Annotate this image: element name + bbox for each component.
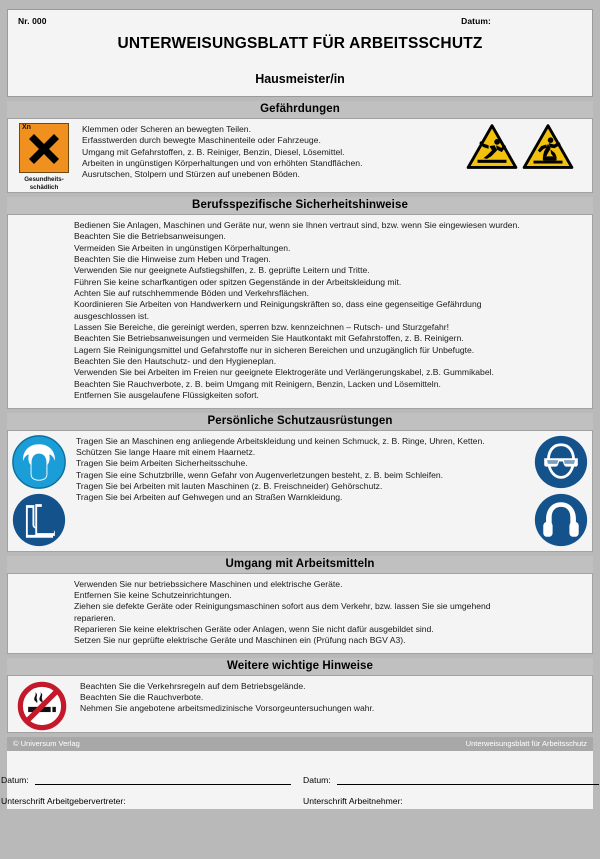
unterweisungsblatt-page [0, 9, 600, 859]
list-item: Ausrutschen, Stolpern und Stürzen auf unebenen Böden. [82, 169, 300, 180]
list-item: Entfernen Sie keine Schutzeinrichtungen. [74, 589, 232, 600]
ghs-caption-line2: schädlich [29, 184, 59, 191]
employee-signature-caption: Unterschrift Arbeitnehmer: [303, 795, 403, 806]
section-body-job-safety [7, 214, 593, 409]
signature-block-employer [1, 773, 291, 806]
ear-protection-icon [533, 492, 589, 548]
equipment-text-list [8, 574, 592, 653]
list-item: Tragen Sie beim Arbeiten Sicherheitsschuhe. [76, 458, 248, 469]
employee-date-label: Datum: [303, 774, 331, 785]
ghs-code-label: Xn [22, 124, 31, 131]
section-heading-ppe: Persönliche Schutzausrüstungen [7, 413, 593, 430]
section-heading-other-notes: Weitere wichtige Hinweise [7, 658, 593, 675]
list-item: Verwenden Sie nur betriebssichere Maschinen und elektrische Geräte. [74, 578, 343, 589]
page-title: UNTERWEISUNGSBLATT FÜR ARBEITSSCHUTZ [117, 35, 483, 52]
ghs-caption-line1: Gesundheits- [24, 176, 64, 183]
prohibition-sign-group [8, 676, 74, 732]
list-item: Koordinieren Sie Arbeiten von Handwerkern und Reinigungskräften so, dass eine gegenseitige Gefährdung ausgeschlossen ist. [74, 299, 482, 321]
list-item: Arbeiten in ungünstigen Körperhaltungen und von erhöhten Standflächen. [82, 158, 363, 169]
signature-area [1, 751, 593, 809]
title-block [7, 9, 593, 97]
list-item: Tragen Sie bei Arbeiten mit lauten Maschinen (z. B. Freischneider) Gehörschutz. [76, 480, 383, 491]
list-item: Ziehen sie defekte Geräte oder Reinigungsmaschinen sofort aus dem Verkehr, bzw. lassen Sie sie umgehend reparieren. [74, 601, 491, 623]
signature-block-employee [303, 773, 599, 806]
list-item: Beachten Sie Betriebsanweisungen und vermeiden Sie Hautkontakt mit Gefahrstoffen, z. B. Reinigern. [74, 333, 464, 344]
ppe-icon-group-right [530, 431, 592, 551]
other-notes-text-list [74, 676, 592, 721]
hazard-pictogram-group [8, 119, 76, 192]
job-safety-text-list [8, 215, 592, 408]
list-item: Vermeiden Sie Arbeiten in ungünstigen Körperhaltungen. [74, 242, 291, 253]
ppe-text-list [70, 431, 530, 510]
list-item: Beachten Sie die Betriebsanweisungen. [74, 231, 226, 242]
list-item: Tragen Sie eine Schutzbrille, wenn Gefahr von Augenverletzungen besteht, z. B. beim Schleifen. [76, 469, 444, 480]
list-item: Achten Sie auf rutschhemmende Böden und Verkehrsflächen. [74, 288, 310, 299]
employer-date-field[interactable] [35, 773, 291, 785]
document-number: Nr. 000 [18, 16, 47, 26]
list-item: Klemmen oder Scheren an bewegten Teilen. [82, 124, 251, 134]
footer-document-name: Unterweisungsblatt für Arbeitsschutz [465, 738, 587, 748]
list-item: Lagern Sie Reinigungsmittel und Gefahrstoffe nur in sicheren Bereichen und unzugänglich für Unbefugte. [74, 344, 475, 355]
list-item: Beachten Sie die Hinweise zum Heben und Tragen. [74, 254, 271, 265]
list-item: Verwenden Sie bei Arbeiten im Freien nur geeignete Elektrogeräte und Verlängerungskabel, z.B. Gummikabel. [74, 367, 494, 378]
list-item: Verwenden Sie nur geeignete Aufstiegshilfen, z. B. geprüfte Leitern und Tritte. [74, 265, 370, 276]
list-item: Erfasstwerden durch bewegte Maschinenteile oder Fahrzeuge. [82, 135, 321, 146]
list-item: Nehmen Sie angebotene arbeitsmedizinische Vorsorgeuntersuchungen wahr. [80, 703, 375, 714]
list-item: Tragen Sie an Maschinen eng anliegende Arbeitskleidung und keinen Schmuck, z. B. Ringe, Uhren, Ketten. [76, 435, 485, 446]
section-body-other-notes [7, 675, 593, 733]
no-smoking-icon [16, 680, 68, 732]
safety-boots-icon [11, 492, 67, 548]
section-heading-equipment: Umgang mit Arbeitsmitteln [7, 556, 593, 573]
safety-goggles-icon [533, 434, 589, 490]
list-item: Setzen Sie nur geprüfte elektrische Geräte und Maschinen ein (Prüfung nach BGV A3). [74, 635, 406, 646]
list-item: Entfernen Sie ausgelaufene Flüssigkeiten sofort. [74, 390, 259, 401]
employer-date-row [1, 773, 291, 785]
list-item: Bedienen Sie Anlagen, Maschinen und Geräte nur, wenn sie Ihnen vertraut sind, bzw. wenn Sie eingewiesen wurden. [74, 220, 520, 230]
employee-date-field[interactable] [337, 773, 599, 785]
ppe-icon-group-left [8, 431, 70, 551]
list-item: Tragen Sie bei Arbeiten auf Gehwegen und an Straßen Warnkleidung. [76, 492, 343, 503]
section-heading-hazards: Gefährdungen [7, 101, 593, 118]
list-item: Beachten Sie die Rauchverbote. [80, 691, 204, 702]
employee-date-row [303, 773, 599, 785]
hazards-text-list [76, 119, 466, 187]
list-item: Beachten Sie Rauchverbote, z. B. beim Umgang mit Reinigern, Benzin, Lacken und Lösemitteln. [74, 378, 441, 389]
slip-hazard-icon [466, 124, 518, 170]
harmful-substance-icon [19, 123, 69, 173]
list-item: Lassen Sie Bereiche, die gereinigt werden, sperren bzw. kennzeichnen – Rutsch- und Sturzgefahr! [74, 322, 450, 333]
list-item: Beachten Sie den Hautschutz- und den Hygieneplan. [74, 356, 277, 367]
list-item: Reparieren Sie keine elektrischen Geräte oder Anlagen, wenn Sie nicht dafür ausgebildet sind. [74, 623, 434, 634]
section-heading-job-safety: Berufsspezifische Sicherheitshinweise [7, 197, 593, 214]
title-meta-row [16, 16, 584, 26]
footer-copyright: © Universum Verlag [13, 738, 80, 748]
trip-hazard-icon [522, 124, 574, 170]
header-date-label: Datum: [461, 16, 491, 26]
section-body-hazards [7, 118, 593, 193]
section-body-equipment [7, 573, 593, 654]
section-body-ppe [7, 430, 593, 552]
warning-sign-group [466, 119, 592, 170]
list-item: Schützen Sie lange Haare mit einem Haarnetz. [76, 446, 256, 457]
page-subtitle: Hausmeister/in [255, 72, 345, 86]
employer-date-label: Datum: [1, 774, 29, 785]
employer-signature-caption: Unterschrift Arbeitgebervertreter: [1, 795, 126, 806]
footer-bar [7, 737, 593, 751]
hairnet-icon [11, 434, 67, 490]
list-item: Umgang mit Gefahrstoffen, z. B. Reiniger, Benzin, Diesel, Lösemittel. [82, 146, 345, 157]
list-item: Führen Sie keine scharfkantigen oder spitzen Gegenstände in der Arbeitskleidung mit. [74, 276, 402, 287]
harmful-substance-caption [24, 176, 64, 192]
list-item: Beachten Sie die Verkehrsregeln auf dem Betriebsgelände. [80, 680, 306, 691]
